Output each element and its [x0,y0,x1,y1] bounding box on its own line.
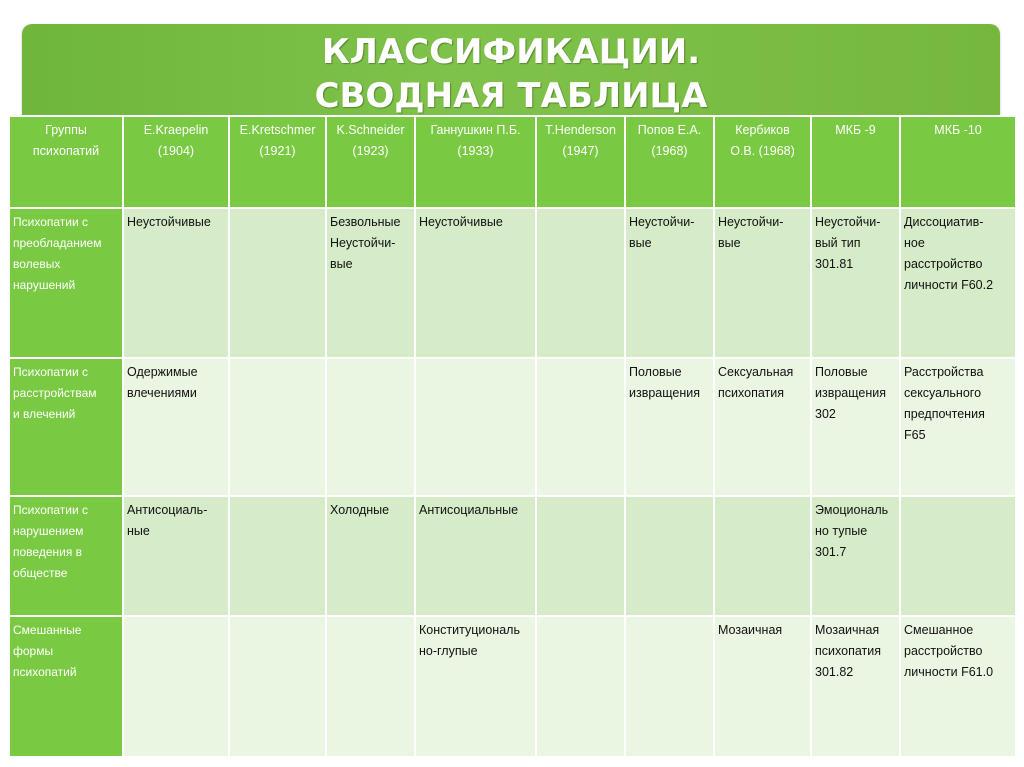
table-cell: Диссоциатив- ное расстройство личности F60.2 [900,208,1016,358]
row-group-label: Психопатии с нарушением поведения в обществе [9,496,123,616]
table-cell [415,358,536,496]
table-cell: Смешанное расстройство личности F61.0 [900,616,1016,757]
table-cell [625,616,714,757]
table-cell: Расстройства сексуального предпочтения F65 [900,358,1016,496]
table-cell [536,208,625,358]
row-group-label: Психопатии с расстройствам и влечений [9,358,123,496]
slide-title [22,24,1000,118]
title-line-2: СВОДНАЯ ТАБЛИЦА [314,76,708,116]
table-cell: Конституциональ но-глупые [415,616,536,757]
table-row [9,358,1016,496]
table-cell: Одержимые влечениями [123,358,229,496]
table-cell: Неустойчи- вые [625,208,714,358]
header-cell: E.Kretschmer (1921) [229,116,326,208]
table-cell: Антисоциаль- ные [123,496,229,616]
table-cell: Антисоциальные [415,496,536,616]
header-cell: K.Schneider (1923) [326,116,415,208]
header-cell: T.Henderson (1947) [536,116,625,208]
header-cell: E.Kraepelin (1904) [123,116,229,208]
table-cell [229,358,326,496]
row-group-label: Психопатии с преобладанием волевых нарушений [9,208,123,358]
table-cell [229,496,326,616]
table-cell [326,358,415,496]
table-cell: Половые извращения [625,358,714,496]
table-cell: Неустойчи- вый тип 301.81 [811,208,900,358]
header-row [9,116,1016,208]
header-cell: Ганнушкин П.Б. (1933) [415,116,536,208]
title-line-1: КЛАССИФИКАЦИИ. [321,32,701,72]
table-cell [625,496,714,616]
table-cell: Безвольные Неустойчи- вые [326,208,415,358]
row-group-label: Смешанные формы психопатий [9,616,123,757]
table-cell [536,358,625,496]
table-row [9,616,1016,757]
table-cell [536,496,625,616]
table-cell: Неустойчивые [415,208,536,358]
header-cell: Попов Е.А. (1968) [625,116,714,208]
table-row [9,208,1016,358]
table-cell [536,616,625,757]
table-cell [900,496,1016,616]
header-cell: Кербиков О.В. (1968) [714,116,811,208]
table-cell [123,616,229,757]
header-cell: Группы психопатий [9,116,123,208]
table-cell: Сексуальная психопатия [714,358,811,496]
table-cell [714,496,811,616]
table-cell: Половые извращения 302 [811,358,900,496]
table-cell: Холодные [326,496,415,616]
table-cell [229,616,326,757]
table-cell: Мозаичная [714,616,811,757]
table-cell [229,208,326,358]
table-cell: Эмоциональ но тупые 301.7 [811,496,900,616]
classification-table [8,115,1017,758]
table-cell: Неустойчи- вые [714,208,811,358]
table-cell: Мозаичная психопатия 301.82 [811,616,900,757]
header-cell: МКБ -9 [811,116,900,208]
table-cell [326,616,415,757]
table-row [9,496,1016,616]
header-cell: МКБ -10 [900,116,1016,208]
table-cell: Неустойчивые [123,208,229,358]
